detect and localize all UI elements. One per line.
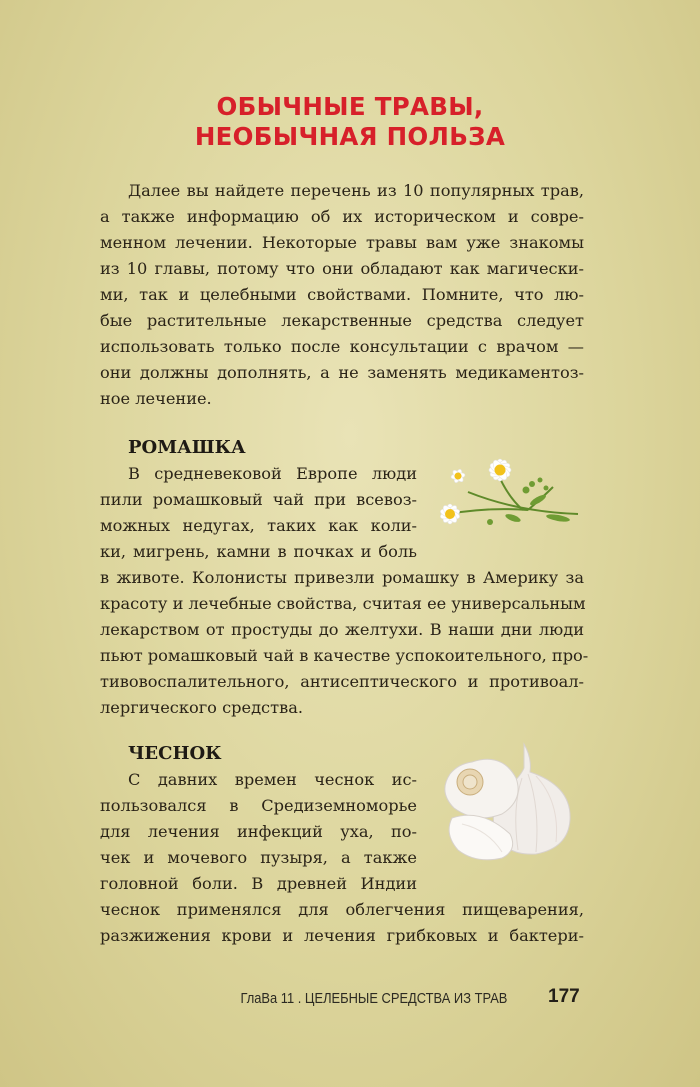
- chamomile-line: тивовоспалительного, антисептического и противоал-: [100, 672, 584, 691]
- garlic-line: С давних времен чеснок ис-: [128, 770, 417, 789]
- chamomile-line: можных недугах, таких как коли-: [100, 516, 417, 535]
- intro-line: менном лечении. Некоторые травы вам уже знакомы: [100, 233, 584, 252]
- chamomile-line: лергического средства.: [100, 698, 303, 717]
- intro-line: а также информацию об их историческом и совре-: [100, 207, 584, 226]
- garlic-heading: ЧЕСНОК: [128, 743, 222, 764]
- garlic-line: разжижения крови и лечения грибковых и бактери-: [100, 926, 584, 945]
- title-line-1: ОБЫЧНЫЕ ТРАВЫ,: [216, 92, 484, 121]
- garlic-line: головной боли. В древней Индии: [100, 874, 417, 893]
- title-line-2: НЕОБЫЧНАЯ ПОЛЬЗА: [194, 122, 506, 151]
- chamomile-line: пьют ромашковый чай в качестве успокоительного, про-: [100, 646, 589, 665]
- garlic-line: чек и мочевого пузыря, а также: [100, 848, 417, 867]
- chamomile-line: пили ромашковый чай при всевоз-: [100, 490, 417, 509]
- garlic-line: пользовался в Средиземноморье: [100, 796, 417, 815]
- garlic-line: для лечения инфекций уха, по-: [100, 822, 417, 841]
- page-title: [0, 92, 700, 152]
- garlic-bulbs-icon: [432, 738, 582, 866]
- intro-line: ное лечение.: [100, 389, 212, 408]
- chamomile-line: в животе. Колонисты привезли ромашку в Америку за: [100, 568, 584, 587]
- intro-line: они должны дополнять, а не заменять медикаментоз-: [100, 363, 584, 382]
- garlic-line: чеснок применялся для облегчения пищеварения,: [100, 900, 584, 919]
- intro-line: из 10 главы, потому что они обладают как магически-: [100, 259, 584, 278]
- intro-line: бые растительные лекарственные средства следует: [100, 311, 584, 330]
- page-number: 177: [548, 986, 580, 1007]
- chamomile-line: ки, мигрень, камни в почках и боль: [100, 542, 417, 561]
- chamomile-flowers-icon: [428, 452, 588, 542]
- intro-line: Далее вы найдете перечень из 10 популярных трав,: [128, 181, 584, 200]
- intro-line: использовать только после консультации с врачом —: [100, 337, 584, 356]
- footer-chapter: ГлаВа 11 . ЦЕЛЕБНЫЕ СРЕДСТВА ИЗ ТРАВ: [240, 990, 507, 1007]
- chamomile-line: красоту и лечебные свойства, считая ее универсальным: [100, 594, 586, 613]
- chamomile-line: В средневековой Европе люди: [128, 464, 417, 483]
- chamomile-heading: РОМАШКА: [128, 437, 246, 458]
- chamomile-line: лекарством от простуды до желтухи. В наши дни люди: [100, 620, 584, 639]
- intro-line: ми, так и целебными свойствами. Помните, что лю-: [100, 285, 584, 304]
